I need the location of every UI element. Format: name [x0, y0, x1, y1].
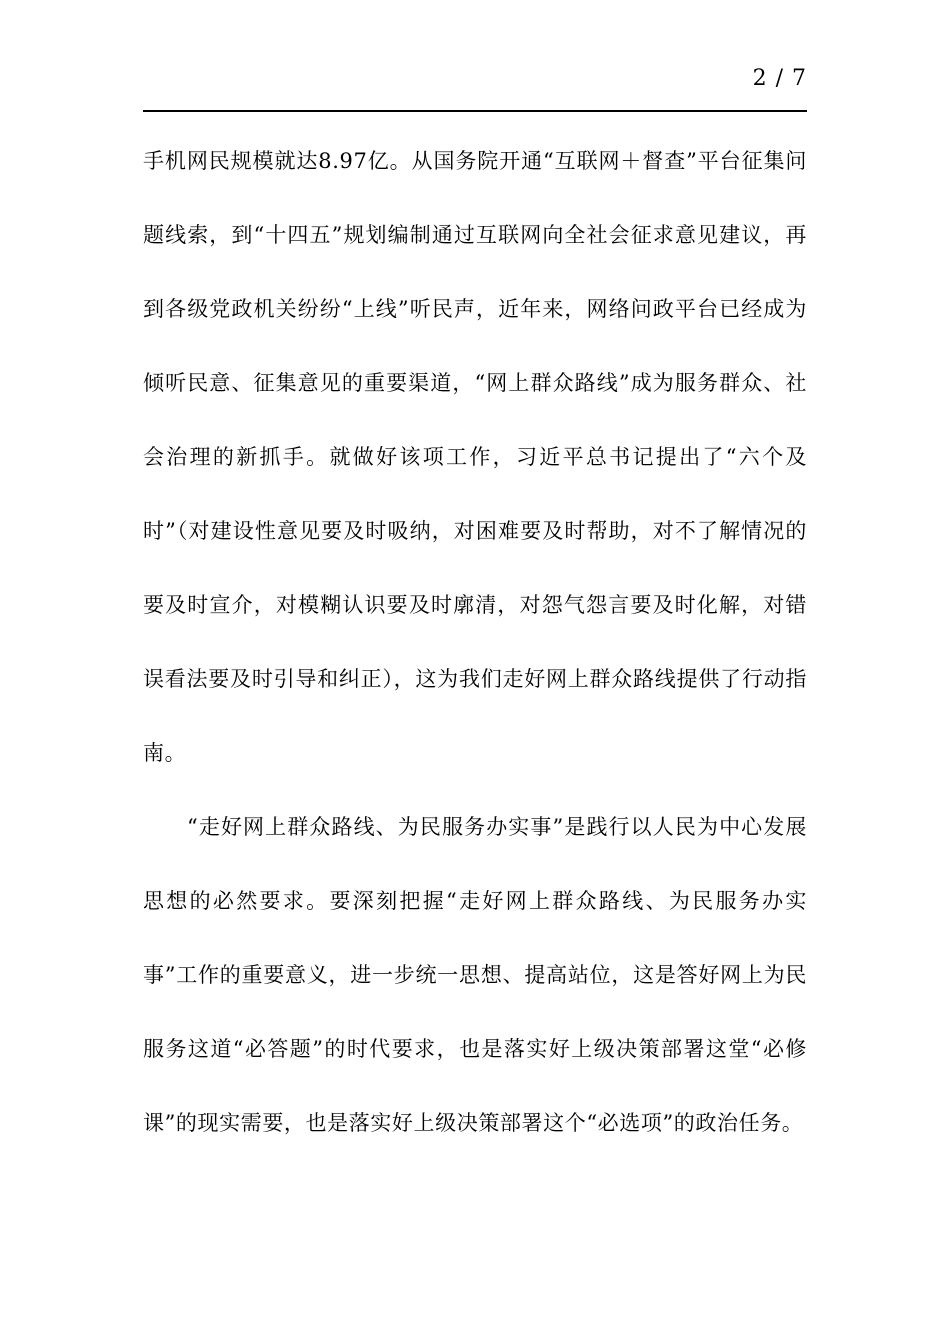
paragraph-continued: 手机网民规模就达8.97亿。从国务院开通“互联网＋督查”平台征集问题线索，到“十四五”规划编制通过互联网向全社会征求意见建议，再到各级党政机关纷纷“上线”听民声，近年来，网络问政平台已经成为倾听民意、征集意见的重要渠道，“网上群众路线”成为服务群众、社会治理的新抓手。就做好该项工作，习近平总书记提出了“六个及时”（对建设性意见要及时吸纳，对困难要及时帮助，对不了解情况的要及时宣介，对模糊认识要及时廓清，对怨气怨言要及时化解，对错误看法要及时引导和纠正），这为我们走好网上群众路线提供了行动指南。 — [143, 149, 807, 765]
page-number: 2 / 7 — [752, 66, 807, 91]
paragraph: “走好网上群众路线、为民服务办实事”是践行以人民为中心发展思想的必然要求。要深刻把握“走好网上群众路线、为民服务办实事”工作的重要意义，进一步统一思想、提高站位，这是答好网上为民服务这道“必答题”的时代要求，也是落实好上级决策部署这堂“必修课”的现实需要，也是落实好上级决策部署这个“必选项”的政治任务。 — [143, 815, 807, 1135]
header-rule — [143, 110, 807, 112]
document-body — [143, 124, 807, 1160]
